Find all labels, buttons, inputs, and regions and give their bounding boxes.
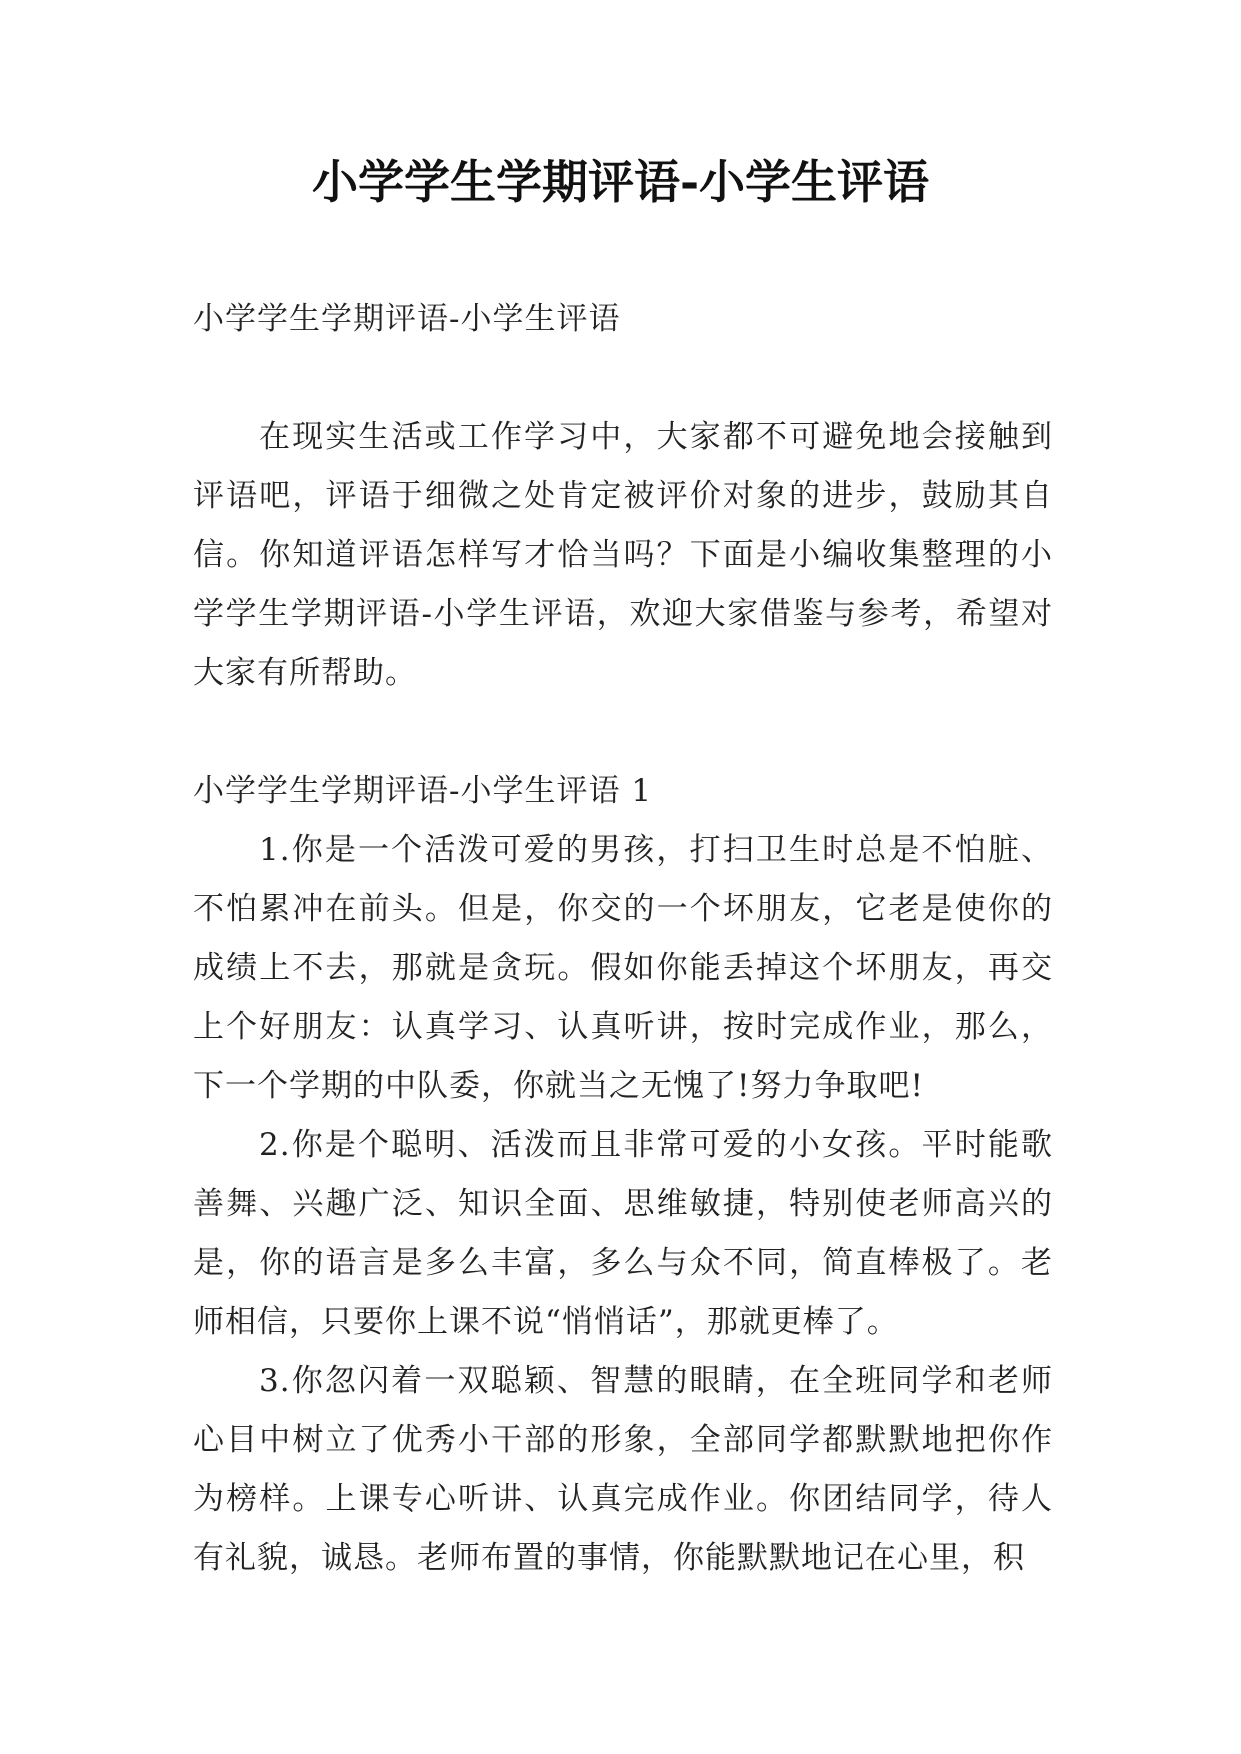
comment-item-2: 2.你是个聪明、活泼而且非常可爱的小女孩。平时能歌善舞、兴趣广泛、知识全面、思维敏捷，特别使老师高兴的是，你的语言是多么丰富，多么与众不同，简直棒极了。老师相信，只要你上课不说“悄悄话”，那就更棒了。 xyxy=(193,1127,1053,1340)
comment-item-1: 1.你是一个活泼可爱的男孩，打扫卫生时总是不怕脏、不怕累冲在前头。但是，你交的一个坏朋友，它老是使你的成绩上不去，那就是贪玩。假如你能丢掉这个坏朋友，再交上个好朋友：认真学习、认真听讲，按时完成作业，那么，下一个学期的中队委，你就当之无愧了!努力争取吧! xyxy=(193,832,1053,1104)
document-title: 小学学生学期评语-小学生评语 xyxy=(311,155,930,209)
comment-item-3: 3.你忽闪着一双聪颖、智慧的眼睛，在全班同学和老师心目中树立了优秀小干部的形象，全部同学都默默地把你作为榜样。上课专心听讲、认真完成作业。你团结同学，待人有礼貌，诚恳。老师布置的事情，你能默默地记在心里，积 xyxy=(193,1363,1053,1576)
document-body xyxy=(193,290,1053,1588)
document-subtitle: 小学学生学期评语-小学生评语 xyxy=(193,301,621,337)
intro-paragraph: 在现实生活或工作学习中，大家都不可避免地会接触到评语吧，评语于细微之处肯定被评价对象的进步，鼓励其自信。你知道评语怎样写才恰当吗？下面是小编收集整理的小学学生学期评语-小学生评语，欢迎大家借鉴与参考，希望对大家有所帮助。 xyxy=(193,419,1053,691)
section-heading: 小学学生学期评语-小学生评语 1 xyxy=(193,773,653,809)
